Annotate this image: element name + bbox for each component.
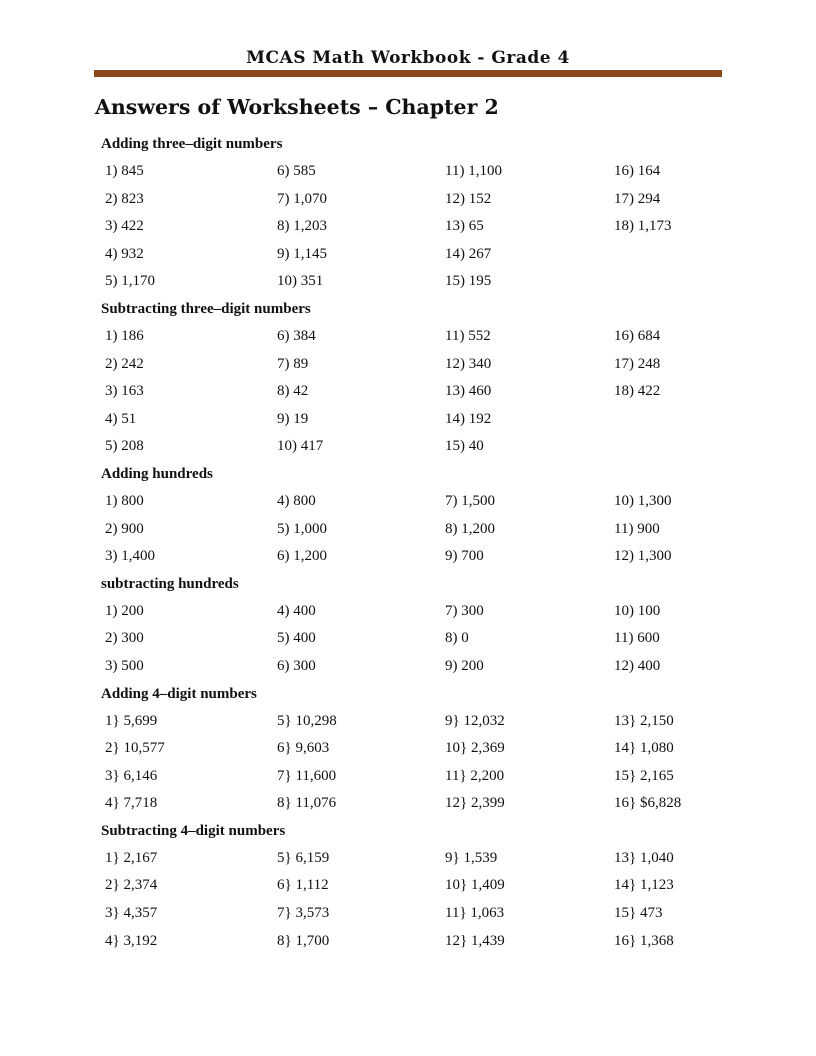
answer-grid <box>101 323 741 461</box>
answer-item: 18) 422 <box>614 383 661 400</box>
answer-item: 9} 12,032 <box>445 712 505 729</box>
answer-item: 14} 1,123 <box>614 877 674 894</box>
answer-item: 15} 473 <box>614 905 663 922</box>
answer-item: 12) 152 <box>445 190 492 207</box>
section-title: Subtracting three–digit numbers <box>101 300 311 317</box>
answer-item: 5} 10,298 <box>277 712 337 729</box>
answer-item: 9} 1,539 <box>445 849 498 866</box>
answer-item: 15) 195 <box>445 273 492 290</box>
answer-item: 2) 300 <box>105 630 144 647</box>
answer-item: 1) 800 <box>105 492 144 509</box>
answer-grid <box>101 158 741 296</box>
answer-item: 4} 3,192 <box>105 932 158 949</box>
answer-item: 12) 400 <box>614 657 661 674</box>
answer-item: 12} 2,399 <box>445 795 505 812</box>
answer-item: 6) 585 <box>277 163 316 179</box>
answer-item: 9) 1,145 <box>277 245 327 262</box>
answer-item: 11) 1,100 <box>445 163 502 179</box>
answer-item: 3) 422 <box>105 218 144 235</box>
answer-item: 8) 0 <box>445 630 469 647</box>
answer-item: 10} 2,369 <box>445 740 505 757</box>
answer-item: 10} 1,409 <box>445 877 505 894</box>
answer-item: 10) 417 <box>277 438 324 455</box>
answer-item: 1) 186 <box>105 327 144 344</box>
answer-grid <box>101 488 741 571</box>
section-title: Adding 4–digit numbers <box>101 685 257 702</box>
answer-item: 6) 1,200 <box>277 548 327 565</box>
answer-item: 8) 1,203 <box>277 218 327 235</box>
answer-item: 14} 1,080 <box>614 740 674 757</box>
answer-item: 8} 1,700 <box>277 932 330 949</box>
workbook-header: MCAS Math Workbook - Grade 4 <box>246 48 570 68</box>
answer-grid <box>101 708 741 818</box>
answer-item: 3} 4,357 <box>105 905 158 922</box>
answer-item: 16} 1,368 <box>614 932 674 949</box>
answer-item: 17) 248 <box>614 355 661 372</box>
answer-item: 2} 10,577 <box>105 740 165 757</box>
answer-item: 12) 340 <box>445 355 492 372</box>
answer-item: 12} 1,439 <box>445 932 505 949</box>
answer-item: 10) 100 <box>614 602 661 619</box>
answer-item: 6) 300 <box>277 657 316 674</box>
page-title: Answers of Worksheets – Chapter 2 <box>95 95 499 119</box>
answer-item <box>610 406 730 434</box>
answer-item: 11) 600 <box>614 630 660 647</box>
answer-item: 13} 1,040 <box>614 849 674 866</box>
answer-item: 2) 900 <box>105 520 144 537</box>
answer-item: 15) 40 <box>445 438 484 455</box>
answer-item: 9) 700 <box>445 548 484 565</box>
answer-item: 11} 1,063 <box>445 905 505 922</box>
answer-item: 2) 242 <box>105 355 144 372</box>
answer-item: 1) 845 <box>105 163 144 179</box>
answer-item: 12) 1,300 <box>614 548 672 565</box>
answer-item: 10) 351 <box>277 273 324 290</box>
answer-item: 1} 2,167 <box>105 849 158 866</box>
answer-item: 14) 267 <box>445 245 492 262</box>
answer-item: 1) 200 <box>105 602 144 619</box>
section-title: Subtracting 4–digit numbers <box>101 822 286 839</box>
answer-item: 16) 684 <box>614 327 661 344</box>
answer-grid <box>101 598 741 681</box>
answer-item: 13} 2,150 <box>614 712 674 729</box>
section-title: subtracting hundreds <box>101 575 239 592</box>
answer-item: 7) 89 <box>277 355 309 372</box>
section-title: Adding three–digit numbers <box>101 136 283 152</box>
answer-item: 9) 200 <box>445 657 484 674</box>
answer-item: 13) 460 <box>445 383 492 400</box>
answer-item: 2) 823 <box>105 190 144 207</box>
answer-item: 14) 192 <box>445 410 492 427</box>
answer-item: 16) 164 <box>614 163 661 179</box>
answer-item: 7) 1,070 <box>277 190 327 207</box>
answer-item: 6) 384 <box>277 327 316 344</box>
answer-item: 11) 552 <box>445 327 491 344</box>
answer-sections <box>101 131 741 955</box>
answer-item: 8} 11,076 <box>277 795 337 812</box>
answer-item: 10) 1,300 <box>614 492 672 509</box>
answer-item: 4) 51 <box>105 410 137 427</box>
answer-item: 5} 6,159 <box>277 849 330 866</box>
answer-item: 3} 6,146 <box>105 767 158 784</box>
answer-item <box>610 241 730 269</box>
answer-item: 4} 7,718 <box>105 795 158 812</box>
header-rule <box>94 70 722 77</box>
answer-item <box>610 268 730 296</box>
answer-item: 5) 1,000 <box>277 520 327 537</box>
answer-item: 13) 65 <box>445 218 484 235</box>
answer-item: 15} 2,165 <box>614 767 674 784</box>
answer-item: 11) 900 <box>614 520 660 537</box>
answer-item: 2} 2,374 <box>105 877 158 894</box>
answer-item: 16} $6,828 <box>614 795 682 812</box>
answer-item: 7} 3,573 <box>277 905 330 922</box>
answer-item: 18) 1,173 <box>614 218 672 235</box>
answer-item: 4) 932 <box>105 245 144 262</box>
answer-item: 8) 42 <box>277 383 309 400</box>
answer-item <box>610 433 730 461</box>
answer-item: 7) 300 <box>445 602 484 619</box>
answer-item: 1} 5,699 <box>105 712 158 729</box>
section-title: Adding hundreds <box>101 465 213 482</box>
answer-item: 3) 500 <box>105 657 144 674</box>
answer-item: 4) 400 <box>277 602 316 619</box>
answer-grid <box>101 845 741 955</box>
answer-item: 4) 800 <box>277 492 316 509</box>
answer-item: 11} 2,200 <box>445 767 505 784</box>
answer-item: 3) 1,400 <box>105 548 155 565</box>
answer-item: 6} 9,603 <box>277 740 330 757</box>
answer-item: 9) 19 <box>277 410 309 427</box>
answer-item: 3) 163 <box>105 383 144 400</box>
answer-item: 7} 11,600 <box>277 767 337 784</box>
answer-item: 17) 294 <box>614 190 661 207</box>
answer-item: 5) 208 <box>105 438 144 455</box>
answer-item: 5) 1,170 <box>105 273 155 290</box>
answer-item: 5) 400 <box>277 630 316 647</box>
answer-item: 8) 1,200 <box>445 520 495 537</box>
answer-item: 7) 1,500 <box>445 492 495 509</box>
answer-item: 6} 1,112 <box>277 877 329 894</box>
